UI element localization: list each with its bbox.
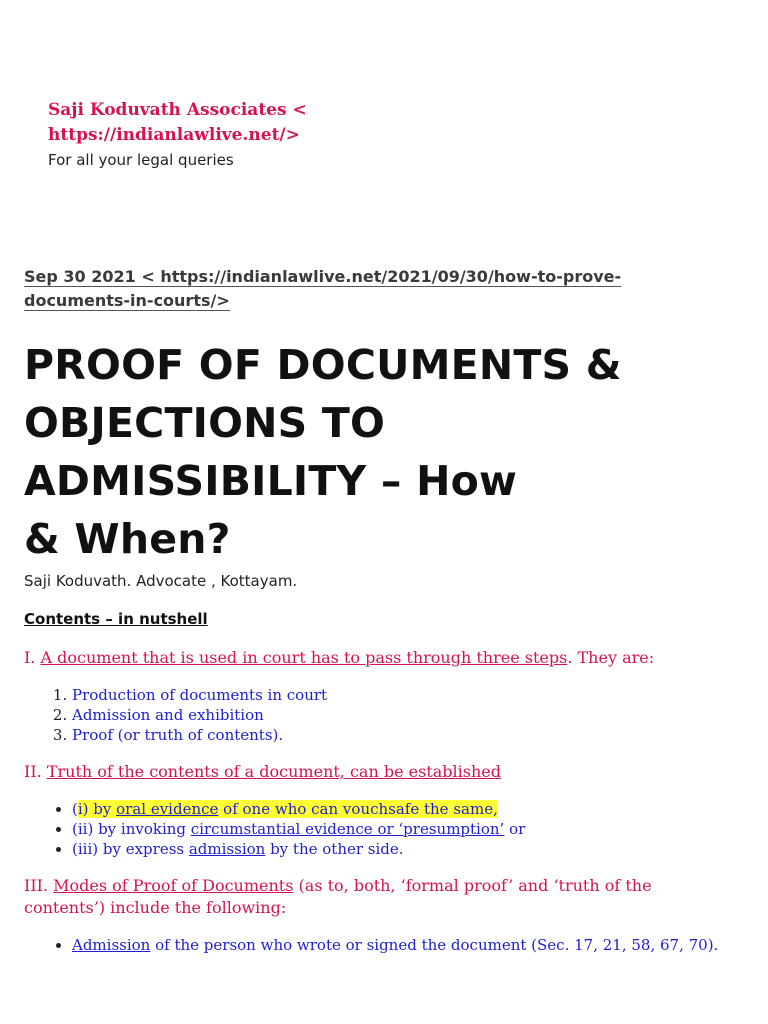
site-tagline: For all your legal queries <box>48 151 234 169</box>
section-1-prefix: I. <box>24 648 41 667</box>
item1-text-a: i) by <box>77 800 117 818</box>
item3-text-c: by the other side. <box>265 840 404 858</box>
site-name: Saji Koduvath Associates < <box>48 100 307 120</box>
site-header <box>48 98 728 172</box>
section-3-prefix: III. <box>24 876 54 895</box>
section-1-link[interactable]: A document that is used in court has to pass through three steps <box>40 648 568 667</box>
title-line-4: & When? <box>24 515 231 563</box>
list-item <box>72 839 752 859</box>
contents-heading: Contents – in nutshell <box>24 610 208 628</box>
item1-text-c: of one who can vouchsafe the same, <box>218 800 498 818</box>
list-item <box>72 819 752 839</box>
list-item <box>72 685 752 705</box>
step-2: Admission and exhibition <box>72 706 264 724</box>
oral-evidence-link[interactable]: oral evidence <box>116 800 219 818</box>
post-date-line1: Sep 30 2021 < https://indianlawlive.net/2021/09/30/how-to-prove- <box>24 267 622 286</box>
item2-text-c: or <box>504 820 526 838</box>
admission-link[interactable]: admission <box>188 840 266 858</box>
list-item <box>72 799 752 819</box>
site-link[interactable] <box>48 98 728 148</box>
admission-mode-text: of the person who wrote or signed the document (Sec. 17, 21, 58, 67, 70). <box>150 936 719 954</box>
site-url: https://indianlawlive.net/> <box>48 125 300 145</box>
list-item <box>72 725 752 745</box>
section-3-suffix: (as to, both, ‘formal proof’ and ‘truth of the contents’) include the following: <box>24 876 652 917</box>
list-item <box>72 705 752 725</box>
section-3-link[interactable]: Modes of Proof of Documents <box>53 876 294 895</box>
list-item <box>72 935 752 955</box>
proof-modes-list <box>24 935 752 955</box>
author-line: Saji Koduvath. Advocate , Kottayam. <box>24 572 298 590</box>
item2-text-a: (ii) by invoking <box>72 820 191 838</box>
item3-text-a: (iii) by express <box>72 840 189 858</box>
section-2-link[interactable]: Truth of the contents of a document, can be established <box>46 762 502 781</box>
section-2-prefix: II. <box>24 762 47 781</box>
circumstantial-evidence-link[interactable]: circumstantial evidence or ‘presumption’ <box>190 820 505 838</box>
section-1-heading <box>24 647 724 669</box>
admission-mode-link[interactable]: Admission <box>72 936 151 954</box>
proof-ways-list <box>24 799 752 859</box>
step-3: Proof (or truth of contents). <box>72 726 284 744</box>
post-date-line2: documents-in-courts/> <box>24 291 230 310</box>
post-date-link[interactable] <box>24 265 744 313</box>
title-line-2: OBJECTIONS TO <box>24 399 386 447</box>
title-line-1: PROOF OF DOCUMENTS & <box>24 341 622 389</box>
step-1: Production of documents in court <box>72 686 328 704</box>
section-2-heading <box>24 761 724 783</box>
section-1-suffix: . They are: <box>567 648 655 667</box>
page-title <box>24 336 724 568</box>
title-line-3: ADMISSIBILITY – How <box>24 457 518 505</box>
steps-list <box>24 685 752 745</box>
section-3-heading <box>24 875 724 919</box>
item1-open: ( <box>72 800 78 818</box>
